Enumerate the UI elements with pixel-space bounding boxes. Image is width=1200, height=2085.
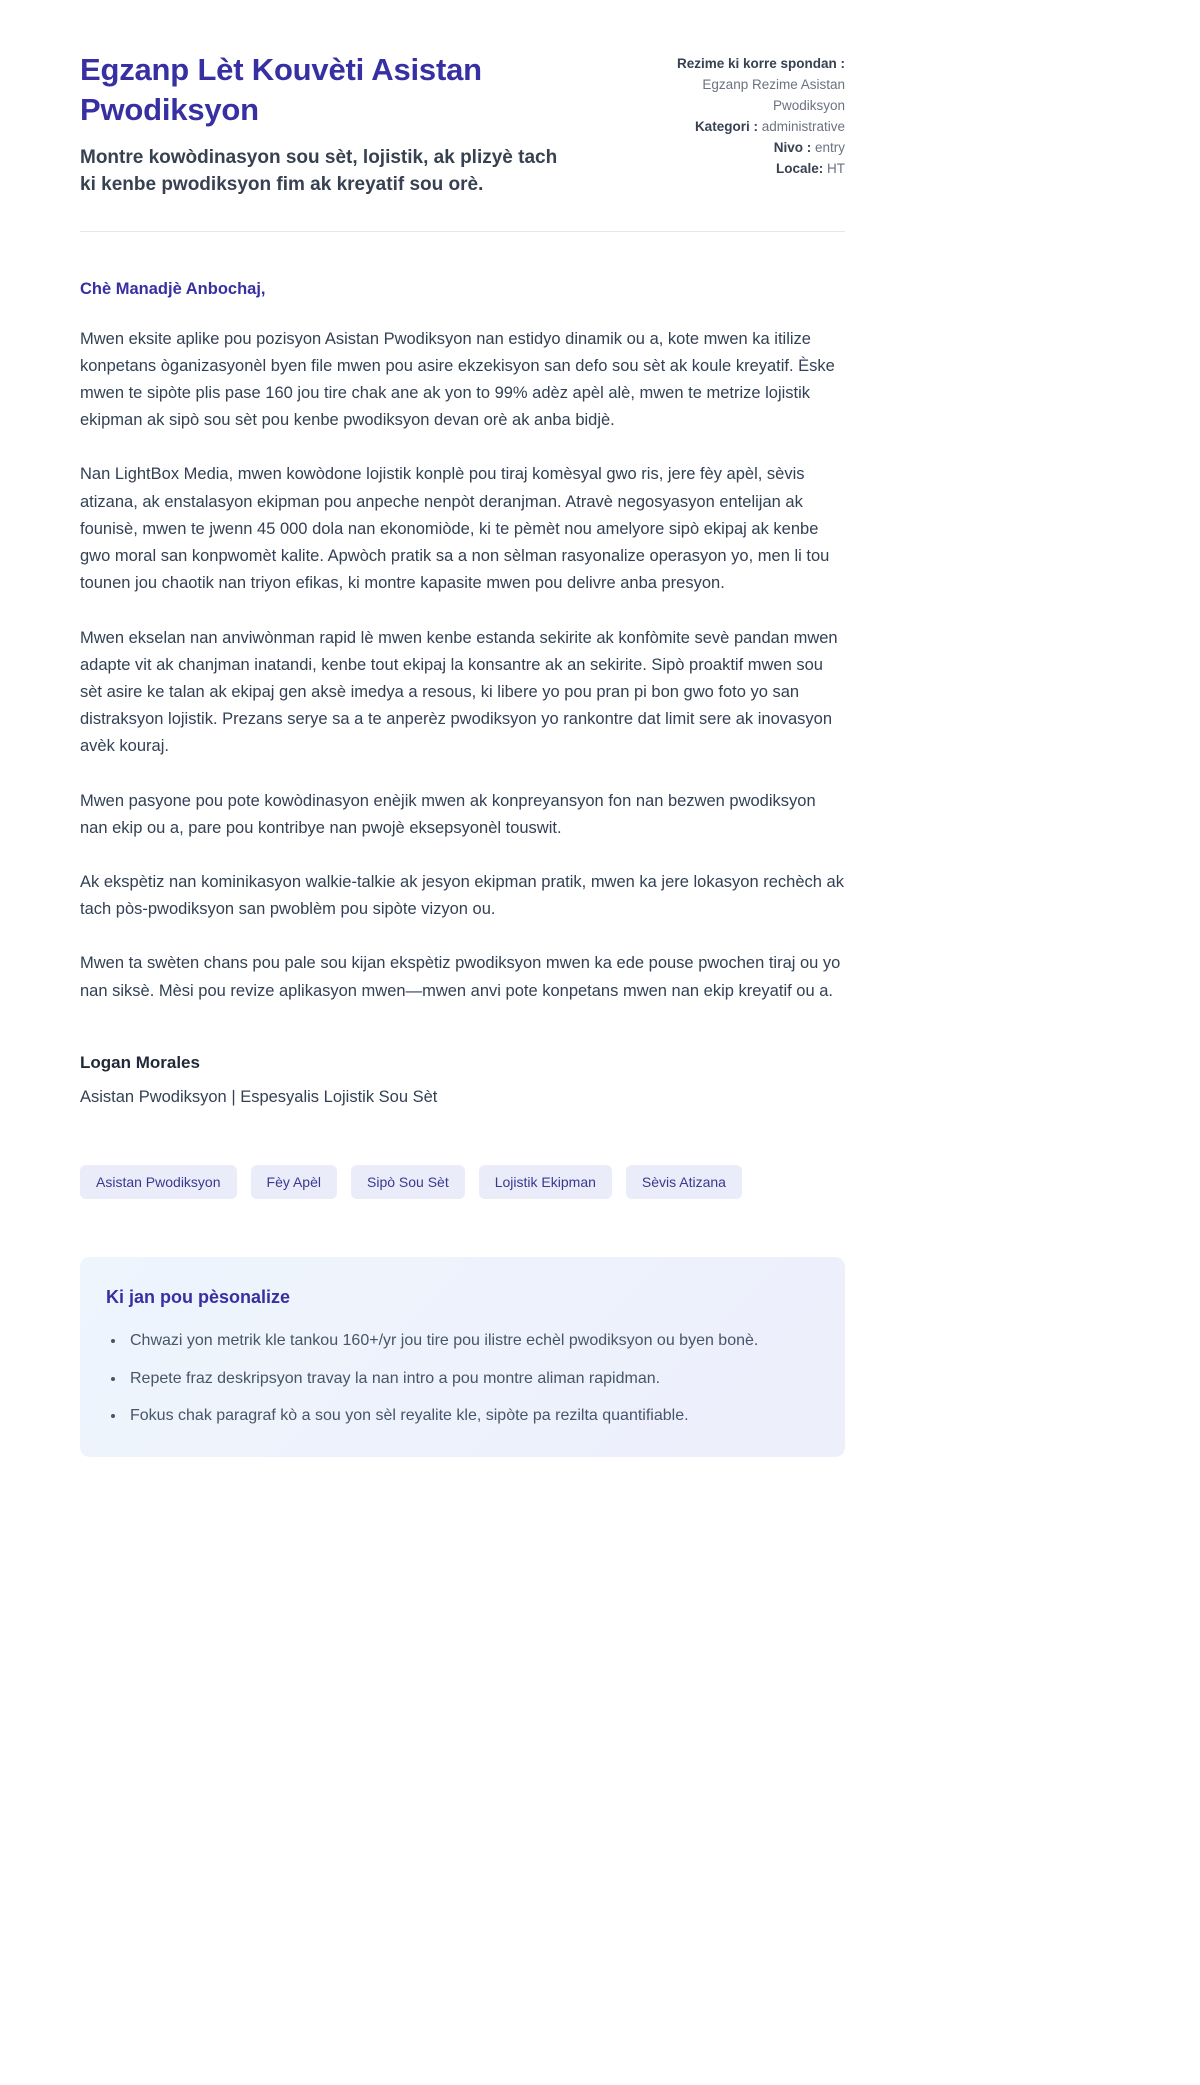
meta-resume-entry — [645, 54, 845, 117]
meta-locale-value: HT — [827, 160, 845, 176]
tips-list — [106, 1328, 817, 1429]
cover-letter-body — [80, 280, 845, 1107]
meta-level-entry — [645, 138, 845, 159]
meta-level-value: entry — [814, 139, 845, 155]
page-container — [80, 0, 845, 1457]
page-subtitle: Montre kowòdinasyon sou sèt, lojistik, ak plizyè tach ki kenbe pwodiksyon fim ak kreyatif sou orè. — [80, 146, 558, 195]
tip-item: • Repete fraz deskripsyon travay la nan intro a pou montre aliman rapidman. — [126, 1366, 817, 1392]
matching-resume-link[interactable]: Egzanp Rezime Asistan Pwodiksyon — [702, 76, 845, 113]
tip-item: • Chwazi yon metrik kle tankou 160+/yr jou tire pou ilistre echèl pwodiksyon ou byen bonè. — [126, 1328, 817, 1354]
salutation: Chè Manadjè Anbochaj, — [80, 279, 266, 298]
meta-locale-label: Locale: — [775, 160, 824, 176]
meta-level-label: Nivo : — [773, 139, 812, 155]
letter-paragraph: Mwen ekselan nan anviwònman rapid lè mwen kenbe estanda sekirite ak konfòmite sevè pandan mwen adapte vit ak chanjman inatandi, kenbe tout ekipaj la konsantre ak an sekirite. Sipò proaktif mwen sou sèt asire ke talan ak ekipaj gen aksè imedya a resous, ki libere yo pou pran pi bon gwo foto yo san distraksyon lojistik. Prezans serye sa a te anperèz pwodiksyon yo rankontre dat limit sere ak inovasyon avèk kouraj. — [80, 628, 838, 756]
meta-category-value: administrative — [761, 118, 845, 134]
tag-chip[interactable]: Lojistik Ekipman — [479, 1165, 612, 1199]
tag-chip[interactable]: Fèy Apèl — [251, 1165, 337, 1199]
header-main — [80, 50, 560, 199]
meta-resume-label: Rezime ki korre spondan : — [676, 56, 845, 71]
personalize-tips-box — [80, 1257, 845, 1457]
tag-list — [80, 1165, 845, 1199]
letter-paragraph: Mwen pasyone pou pote kowòdinasyon enèjik mwen ak konpreyansyon fon nan bezwen pwodiksyon nan ekip ou a, pare pou kontribye nan pwojè eksepsyonèl touswit. — [80, 791, 816, 837]
tip-item: • Fokus chak paragraf kò a sou yon sèl reyalite kle, sipòte pa rezilta quantifiable. — [126, 1403, 817, 1429]
tag-chip[interactable]: Sèvis Atizana — [626, 1165, 742, 1199]
meta-panel — [645, 50, 845, 180]
header — [80, 50, 845, 199]
tag-chip[interactable]: Asistan Pwodiksyon — [80, 1165, 237, 1199]
signature-title: Asistan Pwodiksyon | Espesyalis Lojistik Sou Sèt — [80, 1087, 438, 1106]
letter-paragraph: Ak ekspètiz nan kominikasyon walkie-talkie ak jesyon ekipman pratik, mwen ka jere lokasyon rechèch ak tach pòs-pwodiksyon san pwoblèm pou sipòte vizyon ou. — [80, 873, 844, 919]
meta-locale-entry — [645, 159, 845, 180]
letter-paragraph: Nan LightBox Media, mwen kowòdone lojistik konplè pou tiraj komèsyal gwo ris, jere fèy apèl, sèvis atizana, ak enstalasyon ekipman pou anpeche nenpòt deranjman. Atravè negosyasyon entelijan ak founisè, mwen te jwenn 45 000 dola nan ekonomiòde, ki te pèmèt nou amelyore sipò ekipaj ak kenbe gwo moral san konpwomèt kalite. Apwòch pratik sa a non sèlman rasyonalize operasyon yo, men li tou tounen jou chaotik nan triyon efikas, ki montre kapasite mwen pou delivre anba presyon. — [80, 465, 830, 593]
meta-category-entry — [645, 117, 845, 138]
letter-paragraph: Mwen ta swèten chans pou pale sou kijan ekspètiz pwodiksyon mwen ka ede pouse pwochen tiraj ou yo nan siksè. Mèsi pou revize aplikasyon mwen—mwen anvi pote konpetans mwen nan ekip kreyatif ou a. — [80, 954, 841, 1000]
meta-category-label: Kategori : — [694, 118, 758, 134]
page-title: Egzanp Lèt Kouvèti Asistan Pwodiksyon — [80, 52, 482, 128]
letter-paragraph: Mwen eksite aplike pou pozisyon Asistan Pwodiksyon nan estidyo dinamik ou a, kote mwen ka itilize konpetans òganizasyonèl byen file mwen pou asire ekzekisyon san defo sou sèt ak koule kreyatif. Èske mwen te sipòte plis pase 160 jou tire chak ane ak yon to 99% adèz apèl alè, mwen te metrize lojistik ekipman ak sipò sou sèt pou kenbe pwodiksyon devan orè ak anba bidjè. — [80, 329, 835, 430]
signature-name: Logan Morales — [80, 1052, 200, 1072]
tag-chip[interactable]: Sipò Sou Sèt — [351, 1165, 465, 1199]
tips-heading: Ki jan pou pèsonalize — [106, 1286, 291, 1307]
header-divider — [80, 231, 845, 232]
